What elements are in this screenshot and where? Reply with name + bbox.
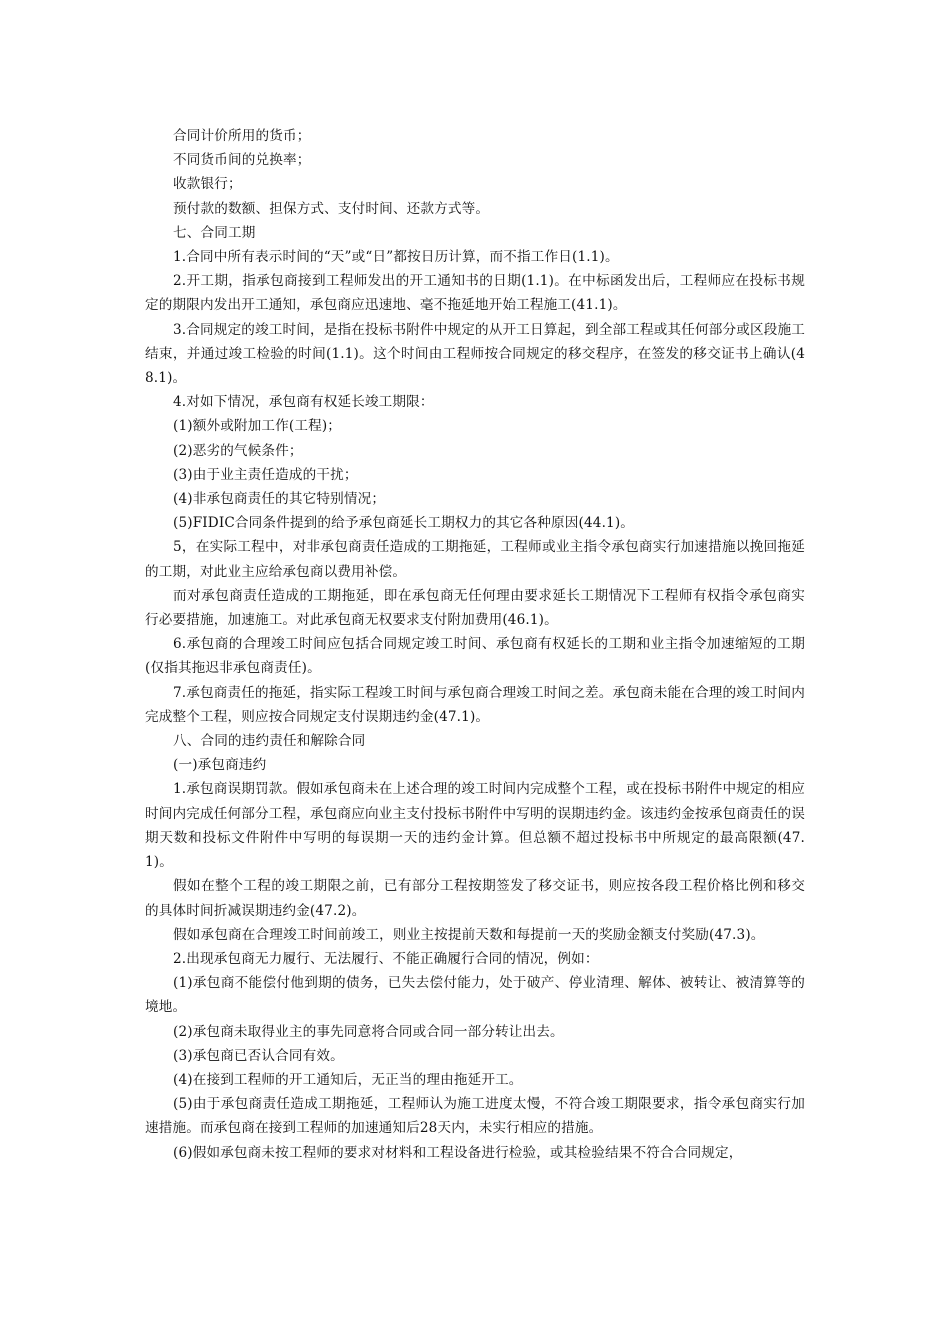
paragraph-7-1: 1.合同中所有表示时间的“天”或“日”都按日历计算，而不指工作日(1.1)。 bbox=[173, 249, 619, 266]
subsection-heading-8-1: (一)承包商违约 bbox=[173, 757, 267, 774]
list-item-8-1-2-6: (6)假如承包商未按工程师的要求对材料和工程设备进行检验，或其检验结果不符合合同规定， bbox=[173, 1144, 743, 1161]
paragraph-currency: 合同计价所用的货币； bbox=[173, 128, 311, 144]
paragraph-7-7: 7.承包商责任的拖延，指实际工程竣工时间与承包商合理竣工时间之差。承包商未能在合理的竣工时间内完成整个工程，则应按合同规定支付误期违约金(47.1)。 bbox=[145, 684, 805, 725]
list-item-8-1-2-3: (3)承包商已否认合同有效。 bbox=[173, 1047, 344, 1064]
paragraph-7-4: 4.对如下情况，承包商有权延长竣工期限： bbox=[173, 394, 434, 411]
paragraph-8-1-2: 2.出现承包商无力履行、无法履行、不能正确履行合同的情况，例如： bbox=[173, 950, 599, 967]
list-item-8-1-2-1: (1)承包商不能偿付他到期的债务，已失去偿付能力，处于破产、停业清理、解体、被转让、被清算等的境地。 bbox=[145, 975, 805, 1016]
paragraph-7-2: 2.开工期，指承包商接到工程师发出的开工通知书的日期(1.1)。在中标函发出后，工程师应在投标书规定的期限内发出开工通知，承包商应迅速地、毫不拖延地开始工程施工(41.1)。 bbox=[145, 273, 805, 314]
paragraph-exchange-rate: 不同货币间的兑换率； bbox=[173, 152, 311, 169]
section-heading-7: 七、合同工期 bbox=[173, 224, 256, 241]
paragraph-7-3: 3.合同规定的竣工时间，是指在投标书附件中规定的从开工日算起，到全部工程或其任何部分或区段施工结束，并通过竣工检验的时间(1.1)。这个时间由工程师按合同规定的移交程序，在签发的移交证书上确认(48.1)。 bbox=[145, 321, 805, 387]
list-item-7-4-5: (5)FIDIC合同条件提到的给予承包商延长工期权力的其它各种原因(44.1)。 bbox=[173, 515, 635, 532]
paragraph-bank: 收款银行； bbox=[173, 176, 242, 193]
document-body bbox=[145, 124, 805, 1165]
paragraph-8-1-1: 1.承包商误期罚款。假如承包商未在上述合理的竣工时间内完成整个工程，或在投标书附件中规定的相应时间内完成任何部分工程，承包商应向业主支付投标书附件中写明的误期违约金。该违约金按承包商责任的误期天数和投标文件附件中写明的每误期一天的违约金计算。但总额不超过投标书中所规定的最高限额(47.1)。 bbox=[145, 781, 805, 871]
list-item-7-4-2: (2)恶劣的气候条件； bbox=[173, 442, 303, 459]
list-item-7-4-3: (3)由于业主责任造成的干扰； bbox=[173, 466, 358, 483]
paragraph-7-5-cont: 而对承包商责任造成的工期拖延，即在承包商无任何理由要求延长工期情况下工程师有权指令承包商实行必要措施，加速施工。对此承包商无权要求支付附加费用(46.1)。 bbox=[145, 587, 805, 629]
paragraph-7-6: 6.承包商的合理竣工时间应包括合同规定竣工时间、承包商有权延长的工期和业主指令加速缩短的工期(仅指其拖迟非承包商责任)。 bbox=[145, 636, 805, 677]
list-item-8-1-2-2: (2)承包商未取得业主的事先同意将合同或合同一部分转让出去。 bbox=[173, 1023, 564, 1040]
paragraph-8-1-1-b: 假如在整个工程的竣工期限之前，已有部分工程按期签发了移交证书，则应按各段工程价格比例和移交的具体时间折减误期违约金(47.2)。 bbox=[145, 878, 805, 919]
list-item-7-4-4: (4)非承包商责任的其它特别情况； bbox=[173, 491, 386, 508]
section-heading-8: 八、合同的违约责任和解除合同 bbox=[173, 733, 366, 750]
list-item-8-1-2-4: (4)在接到工程师的开工通知后，无正当的理由拖延开工。 bbox=[173, 1071, 523, 1088]
paragraph-8-1-1-c: 假如承包商在合理竣工时间前竣工，则业主按提前天数和每提前一天的奖励金额支付奖励(47.3)。 bbox=[173, 926, 765, 943]
paragraph-7-5: 5，在实际工程中，对非承包商责任造成的工期拖延，工程师或业主指令承包商实行加速措施以挽回拖延的工期，对此业主应给承包商以费用补偿。 bbox=[145, 539, 805, 580]
paragraph-advance-payment: 预付款的数额、担保方式、支付时间、还款方式等。 bbox=[173, 200, 490, 217]
list-item-7-4-1: (1)额外或附加工作(工程)； bbox=[173, 418, 342, 435]
list-item-8-1-2-5: (5)由于承包商责任造成工期拖延，工程师认为施工进度太慢，不符合竣工期限要求，指令承包商实行加速措施。而承包商在接到工程师的加速通知后28天内，未实行相应的措施。 bbox=[145, 1096, 805, 1137]
